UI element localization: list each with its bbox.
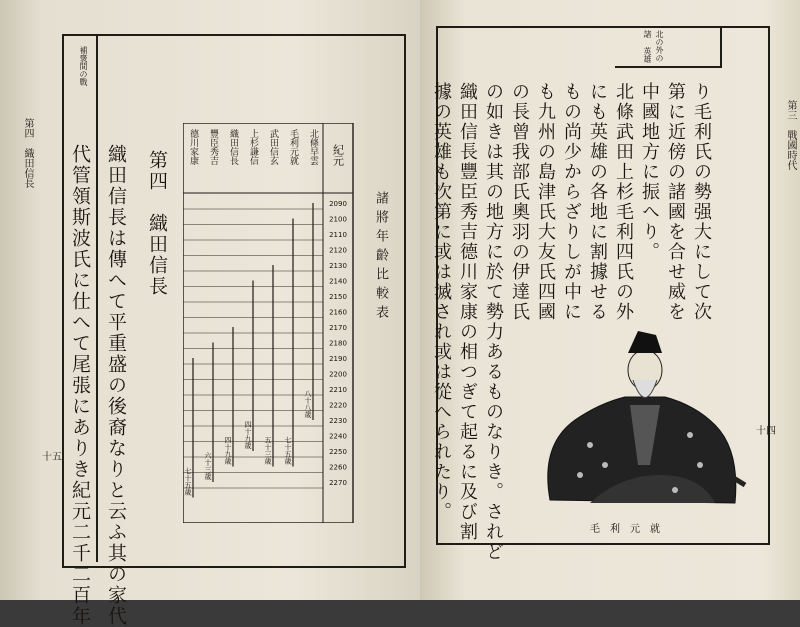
- right-side-note-rule: [720, 28, 722, 68]
- year-tick-label: 2250: [329, 448, 347, 456]
- year-tick-label: 2120: [329, 246, 347, 255]
- age-label: 七十五歳: [184, 467, 192, 496]
- age-label: 四十九歳: [244, 421, 252, 449]
- year-tick-label: 2210: [329, 386, 347, 394]
- year-tick-label: 2140: [329, 277, 347, 286]
- age-comparison-table: [183, 123, 393, 523]
- year-tick-label: 2160: [329, 308, 347, 317]
- age-label: 六十三歳: [204, 452, 212, 480]
- year-tick-label: 2270: [329, 479, 347, 487]
- leader-name-label: 豐臣秀吉: [208, 129, 218, 165]
- leader-name-label: 武田信玄: [268, 129, 278, 165]
- table-title: 諸將年齡比較表: [373, 191, 388, 324]
- year-tick-label: 2170: [329, 324, 347, 332]
- year-tick-label: 2220: [329, 401, 347, 410]
- right-body-column-9: の如きは其の地方に於て勢力あるものなりき。されど: [483, 82, 504, 562]
- right-body-column-3: 中國地方に振へり。: [639, 82, 660, 262]
- right-page-number: 十四: [756, 426, 776, 437]
- year-tick-label: 2230: [329, 417, 347, 425]
- year-tick-label: 2240: [329, 432, 347, 441]
- left-running-head: 第四 織田信長: [22, 118, 33, 188]
- year-tick-label: 2180: [329, 339, 347, 348]
- right-running-head: 第三 戰國時代: [785, 100, 796, 170]
- year-tick-label: 2110: [329, 231, 347, 239]
- age-label: 八十八歳: [304, 390, 312, 418]
- portrait-figure: [530, 325, 750, 515]
- table-header-label: 紀元: [331, 144, 345, 166]
- left-page-number: 十五: [42, 452, 62, 463]
- right-body-column-6: もの尚少からざりしが中に: [561, 82, 582, 322]
- year-tick-label: 2260: [329, 463, 347, 472]
- year-tick-label: 2130: [329, 262, 347, 270]
- year-tick-label: 2190: [329, 355, 347, 363]
- right-body-column-2: 第に近傍の諸國を合せ威を: [665, 82, 686, 322]
- leader-name-label: 毛利元就: [288, 129, 298, 165]
- age-label: 五十三歳: [264, 436, 272, 465]
- right-body-column-1: り毛利氏の勢强大にして次: [691, 82, 712, 322]
- right-body-column-11: 據の英雄も次第に或は滅され或は從へられたり。: [431, 82, 452, 522]
- leader-name-label: 上杉謙信: [248, 129, 258, 165]
- right-body-column-5: にも英雄の各地に割據せる: [587, 82, 608, 322]
- leader-name-label: 德川家康: [188, 129, 198, 165]
- year-tick-label: 2150: [329, 293, 347, 301]
- right-body-column-8: の長曾我部氏奧羽の伊達氏: [509, 82, 530, 322]
- leader-name-label: 織田信長: [228, 129, 238, 165]
- portrait-illustration: [530, 325, 750, 515]
- portrait-caption: 毛利元就: [590, 524, 670, 535]
- right-side-note-rule-h: [615, 66, 722, 68]
- right-side-note: 北の外の諸 英雄: [643, 30, 664, 63]
- left-body-column-1: 織田信長は傳へて平重盛の後裔なりと云ふ其の家代: [105, 144, 127, 627]
- section-title: 第四 織田信長: [146, 150, 168, 297]
- left-side-note-rule: [96, 36, 98, 562]
- year-tick-label: 2200: [329, 370, 347, 379]
- right-body-column-7: も九州の島津氏大友氏四國: [535, 82, 556, 322]
- age-label: 七十五歳: [284, 436, 292, 465]
- right-page: [420, 0, 800, 600]
- year-tick-label: 2090: [329, 200, 347, 208]
- age-label: 四十九歳: [224, 436, 232, 465]
- right-body-column-4: 北條武田上杉毛利四氏の外: [613, 82, 634, 322]
- age-table-chart: [183, 123, 393, 523]
- left-body-column-2: 代管領斯波氏に仕へて尾張にありき紀元二千二百年: [69, 144, 91, 627]
- year-tick-label: 2100: [329, 215, 347, 224]
- right-body-column-10: 織田信長豐臣秀吉德川家康の相つぎて起るに及び割: [457, 82, 478, 542]
- leader-name-label: 北條早雲: [308, 129, 318, 165]
- left-side-note: 補褒間の戰: [79, 46, 88, 86]
